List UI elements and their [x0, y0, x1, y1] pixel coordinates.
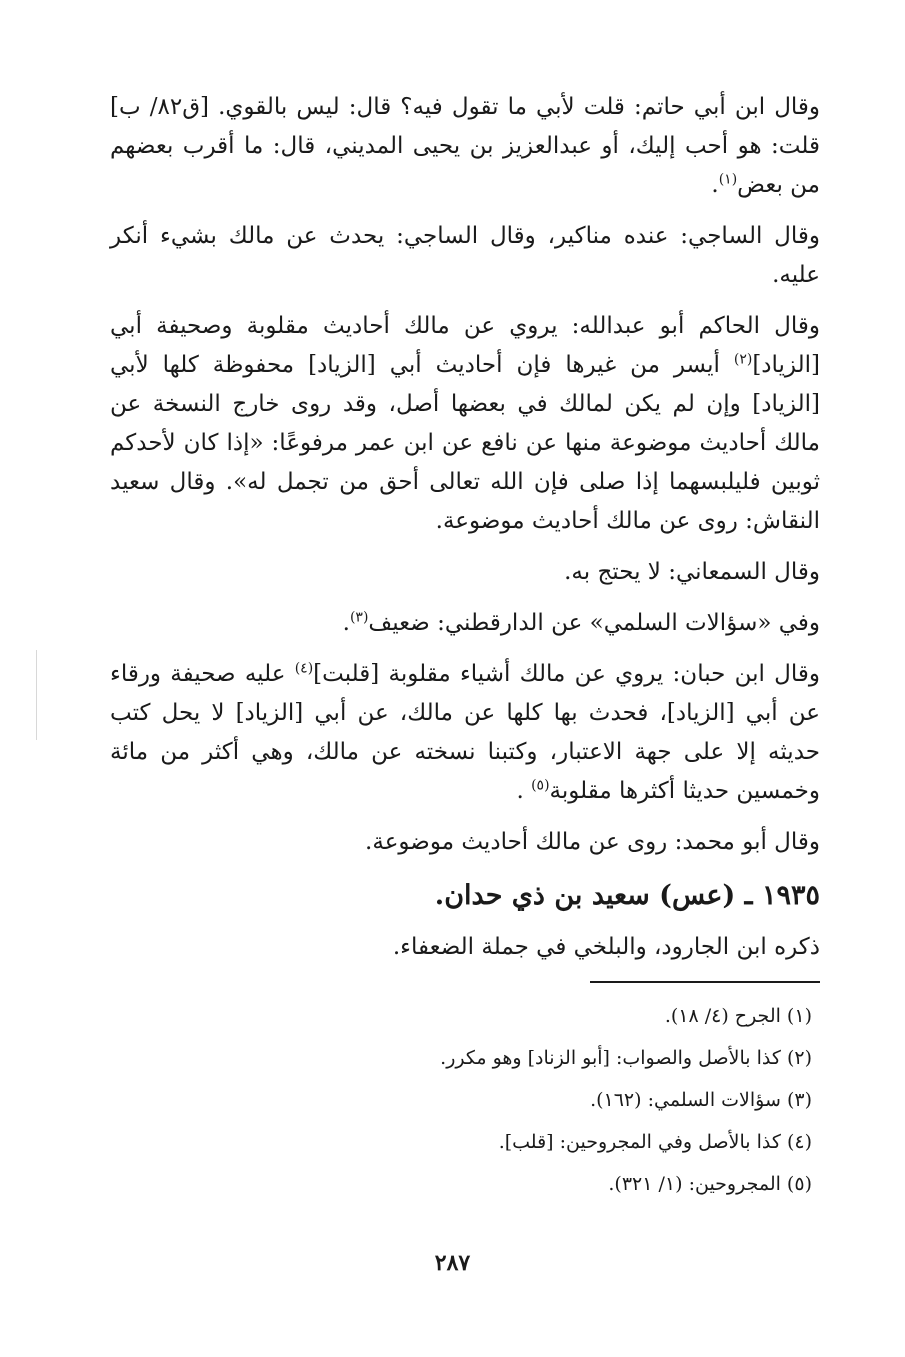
footnote-ref-4[interactable]: (٤) — [294, 660, 314, 677]
paragraph-tail: . — [516, 778, 532, 804]
entry-heading: ١٩٣٥ ـ (عس) سعيد بن ذي حدان. — [434, 880, 820, 911]
footnote-2: (٢) كذا بالأصل والصواب: [أبو الزناد] وهو مكرر. — [440, 1047, 812, 1069]
paragraph-ibn-hibban — [110, 655, 820, 811]
paragraph-saji — [110, 217, 820, 295]
page-number: ٢٨٧ — [434, 1250, 471, 1276]
paragraph-entry-text: ذكره ابن الجارود، والبلخي في جملة الضعفاء. — [392, 934, 820, 960]
paragraph-ibn-abi-hatim — [110, 88, 820, 205]
paragraph-abu-muhammad — [110, 823, 820, 862]
footnote-ref-1[interactable]: (١) — [718, 171, 738, 188]
paragraph-text: وقال الساجي: عنده مناكير، وقال الساجي: يحدث عن مالك بشيء أنكر عليه. — [110, 223, 820, 288]
paragraph-tail: عليه صحيفة ورقاء عن أبي [الزياد]، فحدث بها كلها عن مالك، عن أبي [الزياد] لا يحل كتب حديثه إلا على جهة الاعتبار، وكتبنا نسخته عن مالك، وهي أكثر من مائة وخمسين حديثا أكثرها مقلوبة — [110, 661, 820, 804]
footnote-divider — [590, 981, 820, 983]
paragraph-sulami — [110, 604, 820, 643]
page-body — [110, 88, 820, 1205]
paragraph-tail: . — [342, 610, 350, 636]
paragraph-text: وقال أبو محمد: روى عن مالك أحاديث موضوعة. — [365, 829, 820, 855]
footnote-5: (٥) المجروحين: (١/ ٣٢١). — [608, 1173, 812, 1195]
footnote-1: (١) الجرح (٤/ ١٨). — [664, 1005, 812, 1027]
footnote-4: (٤) كذا بالأصل وفي المجروحين: [قلب]. — [498, 1131, 812, 1153]
footnote-3: (٣) سؤالات السلمي: (١٦٢). — [590, 1089, 812, 1111]
footnote-ref-5[interactable]: (٥) — [531, 777, 550, 794]
margin-mark — [36, 650, 37, 740]
paragraph-tail: أيسر من غيرها فإن أحاديث أبي [الزياد] محفوظة كلها لأبي [الزياد] وإن لم يكن لمالك في بعضها أصل، وقد روى خارج النسخة عن مالك أحاديث موضوعة منها عن نافع عن ابن عمر مرفوعًا: «إذا كان لأحدكم ثوبين فليلبسهما إذا صلى فإن الله تعالى أحق من تجمل له». وقال سعيد النقاش: روى عن مالك أحاديث موضوعة. — [110, 352, 820, 534]
paragraph-text: وقال ابن حبان: يروي عن مالك أشياء مقلوبة [قلبت] — [313, 661, 820, 687]
paragraph-samani — [110, 553, 820, 592]
footnote-ref-3[interactable]: (٣) — [349, 609, 369, 626]
footnote-list — [110, 995, 820, 1205]
paragraph-text: وقال ابن أبي حاتم: قلت لأبي ما تقول فيه؟ قال: ليس بالقوي. [ق٨٢/ ب] قلت: هو أحب إليك، أو عبدالعزيز بن يحيى المديني، قال: ما أقرب بعضهم من بعض — [110, 94, 821, 198]
paragraph-text: وقال السمعاني: لا يحتج به. — [564, 559, 820, 585]
paragraph-text: وقال الحاكم أبو عبدالله: يروي عن مالك أحاديث مقلوبة وصحيفة أبي [الزياد] — [110, 313, 820, 378]
paragraph-tail: . — [711, 172, 719, 198]
footnote-ref-2[interactable]: (٢) — [733, 351, 753, 368]
paragraph-text: وفي «سؤالات السلمي» عن الدارقطني: ضعيف — [368, 610, 820, 636]
paragraph-hakim — [110, 307, 820, 541]
